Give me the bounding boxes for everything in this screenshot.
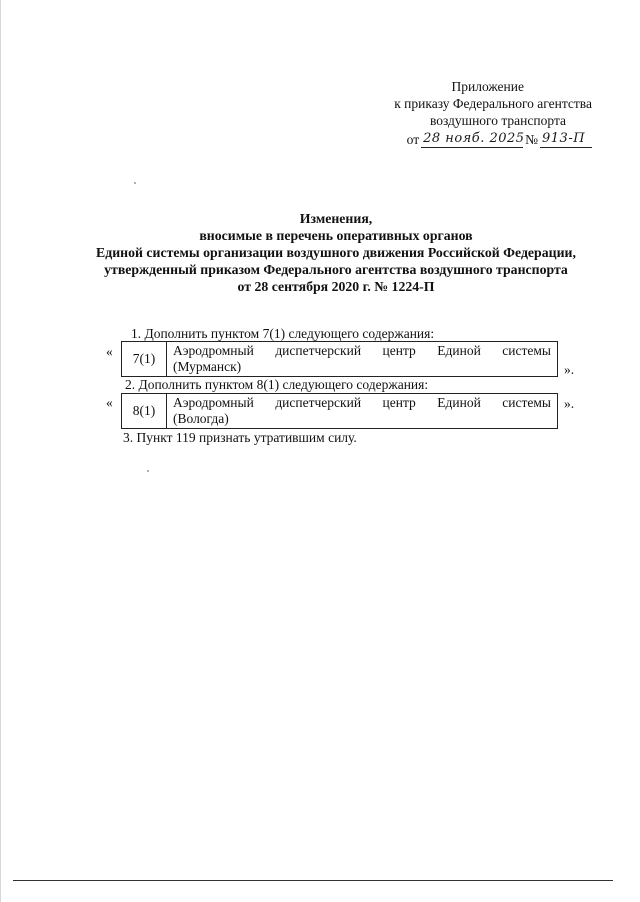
word: диспетчерский	[275, 395, 362, 410]
from-label: от	[406, 132, 420, 147]
item-2-open-quote: «	[106, 395, 113, 410]
title-line-1: Изменения,	[299, 211, 373, 226]
title-line-3: Единой системы организации воздушного движения Российской Федерации,	[96, 245, 576, 260]
word: Аэродромный	[173, 395, 254, 410]
item-1-entry-line-1	[173, 343, 551, 359]
word: центр	[382, 343, 416, 358]
title-line-5: от 28 сентября 2020 г. № 1224-П	[237, 279, 435, 294]
appendix-title: Приложение	[451, 79, 524, 94]
item-2-entry-line-2: (Вологда)	[173, 411, 229, 426]
item-1-open-quote: «	[106, 344, 113, 359]
handwritten-number: 913-П	[540, 130, 592, 148]
scan-bottom-edge	[13, 880, 613, 881]
item-1-entry-table	[121, 341, 558, 377]
item-2-text: 2. Дополнить пунктом 8(1) следующего содержания:	[125, 377, 429, 392]
scan-dot	[134, 182, 136, 184]
scan-dot	[147, 470, 149, 472]
item-1-text: 1. Дополнить пунктом 7(1) следующего содержания:	[131, 326, 435, 341]
appendix-order-ref: к приказу Федерального агентства	[394, 96, 592, 111]
item-2-entry-description	[167, 394, 557, 428]
word: системы	[502, 343, 551, 358]
word: диспетчерский	[275, 343, 362, 358]
appendix-date-number-line	[332, 130, 592, 148]
title-line-2: вносимые в перечень оперативных органов	[199, 228, 473, 243]
word: Аэродромный	[173, 343, 254, 358]
item-2-entry-table	[121, 393, 558, 429]
word: Единой	[437, 395, 481, 410]
handwritten-date: 28 нояб. 2025	[423, 131, 525, 146]
document-title	[61, 210, 611, 295]
appendix-agency: воздушного транспорта	[429, 113, 566, 128]
item-1-entry-line-2: (Мурманск)	[173, 359, 242, 374]
item-2-entry-line-1	[173, 395, 551, 411]
title-line-4: утвержденный приказом Федерального агентства воздушного транспорта	[104, 262, 568, 277]
item-3-text: 3. Пункт 119 признать утратившим силу.	[123, 430, 357, 445]
word: центр	[382, 395, 416, 410]
item-2-entry-number: 8(1)	[122, 394, 167, 428]
number-label: №	[525, 132, 538, 147]
item-1-entry-number: 7(1)	[122, 342, 167, 376]
item-1-close-quote: ».	[564, 362, 575, 377]
word: Единой	[437, 343, 481, 358]
appendix-header	[332, 78, 592, 148]
item-1-entry-description	[167, 342, 557, 376]
word: системы	[502, 395, 551, 410]
item-2-close-quote: ».	[564, 396, 575, 411]
